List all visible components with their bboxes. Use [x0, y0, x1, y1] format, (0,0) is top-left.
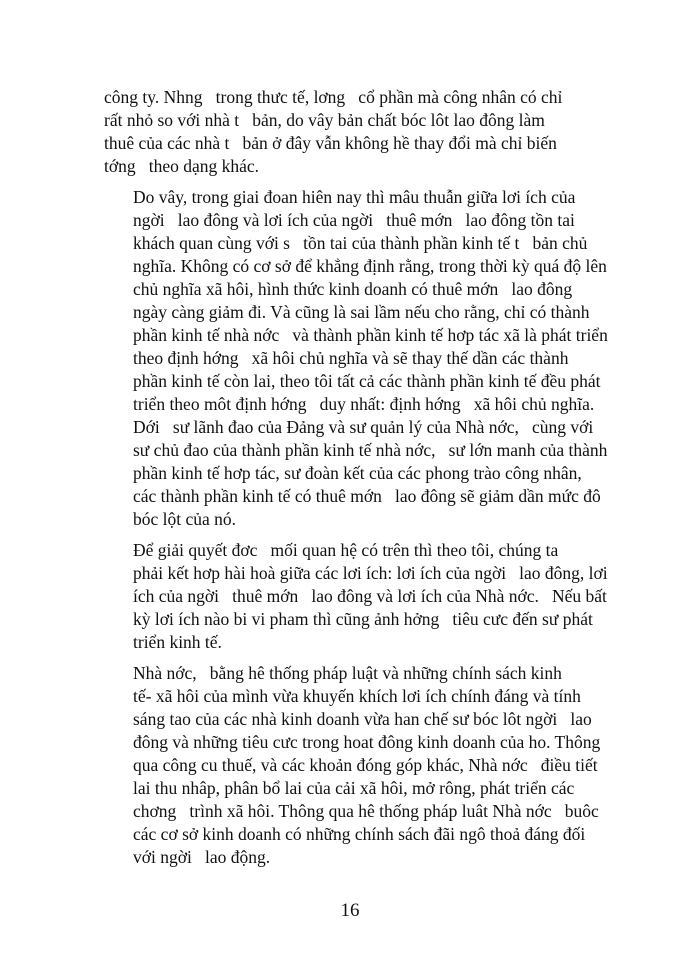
- text-line: phải kết hơp hài hoà giữa các lơi ích: lơi ích của ngời lao đông, lơi: [133, 563, 608, 583]
- text-line: các cơ sở kinh doanh có những chính sách đãi ngô thoả đáng đối: [133, 824, 586, 844]
- text-line: phần kinh tế hơp tác, sư đoàn kết của các phong trào công nhân,: [133, 463, 582, 483]
- text-line: lai thu nhâp, phân bổ lai của cải xã hôi, mở rông, phát triển các: [133, 778, 575, 798]
- text-line: theo định hớng xã hôi chủ nghĩa và sẽ thay thế dần các thành: [133, 348, 569, 368]
- text-line: phần kinh tế còn lai, theo tôi tất cả các thành phần kinh tế đều phát: [133, 371, 601, 391]
- text-line: Để giải quyết đơc mối quan hệ có trên thì theo tôi, chúng ta: [133, 540, 559, 560]
- text-line: qua công cu thuế, và các khoản đóng góp khác, Nhà nớc điều tiết: [133, 755, 598, 775]
- text-line: chơng trình xã hôi. Thông qua hê thống pháp luât Nhà nớc buôc: [133, 801, 599, 821]
- text-line: kỳ lơi ích nào bi vi pham thì cũng ảnh hởng tiêu cưc đến sư phát: [133, 609, 593, 629]
- text-line: triển theo môt định hớng duy nhất: định hớng xã hôi chủ nghĩa.: [133, 394, 595, 414]
- text-line: thuê của các nhà t bản ở đây vẫn không hề thay đổi mà chỉ biến: [104, 133, 557, 153]
- text-line: sáng tao của các nhà kinh doanh vừa han chế sư bóc lôt ngời lao: [133, 709, 592, 729]
- text-line: ngày càng giảm đi. Và cũng là sai lầm nếu cho rằng, chỉ có thành: [133, 302, 590, 322]
- paragraph-3: [104, 539, 608, 654]
- text-line: các thành phần kinh tế có thuê mớn lao đông sẽ giảm dần mức đô: [133, 486, 601, 506]
- text-line: phần kinh tế nhà nớc và thành phần kinh tế hơp tác xã là phát triển: [133, 325, 608, 345]
- text-line: Dới sư lãnh đao của Đảng và sư quản lý của Nhà nớc, cùng với: [133, 417, 594, 437]
- document-body: [104, 86, 608, 869]
- text-line: triển kinh tế.: [133, 632, 222, 652]
- text-line: ích của ngời thuê mớn lao đông và lơi ích của Nhà nớc. Nếu bất: [133, 586, 607, 606]
- text-line: khách quan cùng với s tồn tai của thành phần kinh tế t bản chủ: [133, 233, 588, 253]
- text-line: Nhà nớc, bằng hê thống pháp luật và những chính sách kinh: [133, 663, 562, 683]
- text-line: bóc lột của nó.: [133, 509, 237, 529]
- text-line: đông và những tiêu cưc trong hoat đông kinh doanh của ho. Thông: [133, 732, 601, 752]
- text-line: tớng theo dạng khác.: [104, 156, 260, 176]
- text-line: nghĩa. Không có cơ sở để khẳng định rằng, trong thời kỳ quá độ lên: [133, 256, 607, 276]
- paragraph-1: [104, 86, 598, 178]
- page-number: 16: [340, 900, 360, 921]
- text-line: Do vây, trong giai đoan hiên nay thì mâu thuẫn giữa lơi ích của: [133, 187, 576, 207]
- text-line: ngời lao đông và lơi ích của ngời thuê mớn lao đông tồn tai: [133, 210, 575, 230]
- text-line: tế- xã hôi của mình vừa khuyến khích lơi ích chính đáng và tính: [133, 686, 581, 706]
- paragraph-2: [104, 186, 608, 531]
- text-line: sư chủ đao của thành phần kinh tế nhà nớc, sư lớn manh của thành: [133, 440, 608, 460]
- text-line: với ngời lao động.: [133, 847, 271, 867]
- text-line: rất nhỏ so với nhà t bản, do vây bản chất bóc lôt lao đông làm: [104, 110, 545, 130]
- text-line: chủ nghĩa xã hôi, hình thức kinh doanh có thuê mớn lao đông: [133, 279, 573, 299]
- text-line: công ty. Nhng trong thưc tế, lơng cổ phần mà công nhân có chỉ: [104, 87, 563, 107]
- paragraph-4: [104, 662, 601, 869]
